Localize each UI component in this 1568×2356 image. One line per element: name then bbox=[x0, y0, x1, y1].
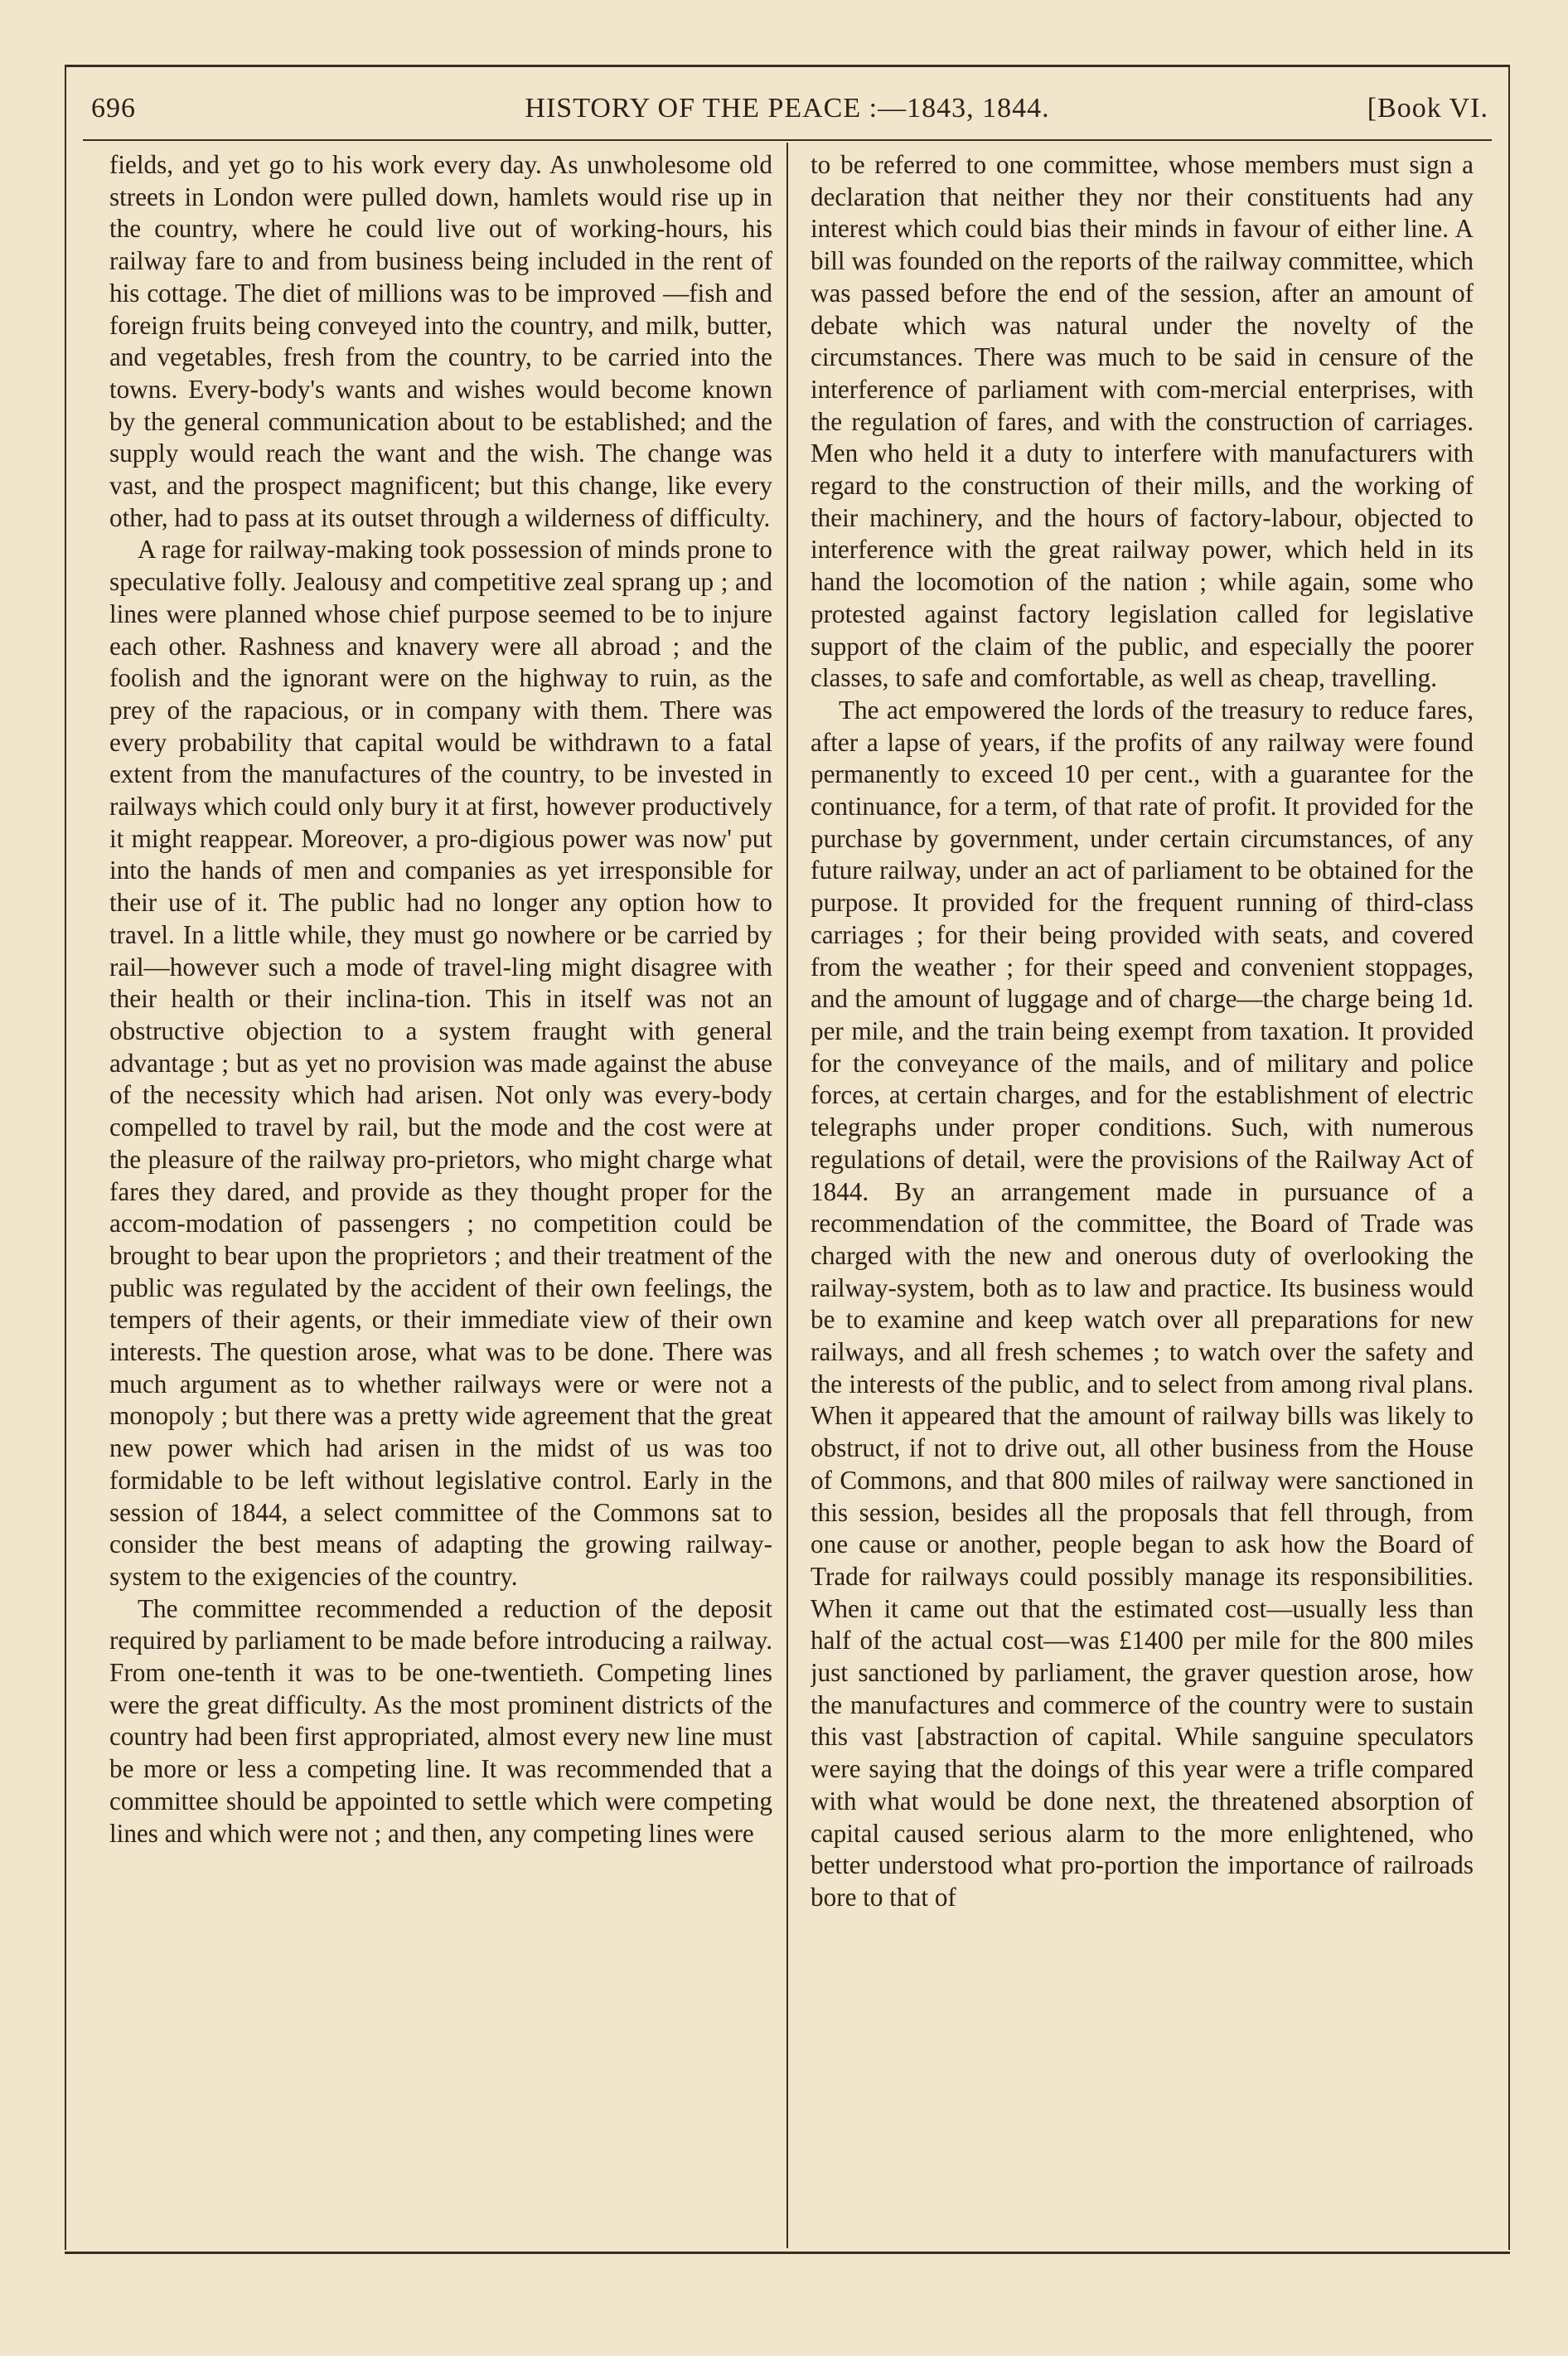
frame-left-rule bbox=[65, 65, 66, 2250]
paragraph: to be referred to one committee, whose members must sign a declaration that neither they nor their constituents had any interest which could bias their minds in favour of either line. A bill was founded on the reports of the railway committee, which was passed before the end of the session, after an amount of debate which was natural under the novelty of the circumstances. There was much to be said in censure of the interference of parliament with com-mercial enterprises, with the regulation of fares, and with the construction of carriages. Men who held it a duty to interfere with manufacturers with regard to the construction of their mills, and the working of their machinery, and the hours of factory-labour, objected to interference with the great railway power, which held in its hand the locomotion of the nation ; while again, some who protested against factory legislation called for legislative support of the claim of the public, and especially the poorer classes, to safe and comfortable, as well as cheap, travelling. bbox=[811, 150, 1474, 693]
frame-top-rule bbox=[65, 65, 1510, 67]
column-divider bbox=[786, 143, 788, 2248]
header-rule bbox=[83, 139, 1492, 141]
paragraph: fields, and yet go to his work every day. As unwholesome old streets in London were pulled down, hamlets would rise up in the country, where he could live out of working-hours, his railway fare to and from business being included in the rent of his cottage. The diet of millions was to be improved —fish and foreign fruits being conveyed into the country, and milk, butter, and vegetables, fresh from the country, to be carried into the towns. Every-body's wants and wishes would become known by the general communication about to be established; and the supply would reach the want and the wish. The change was vast, and the prospect magnificent; but this change, like every other, had to pass at its outset through a wilderness of difficulty. bbox=[109, 150, 772, 532]
paragraph: The committee recommended a reduction of the deposit required by parliament to be made before introducing a railway. From one-tenth it was to be one-twentieth. Competing lines were the great difficulty. As the most prominent districts of the country had been first appropriated, almost every new line must be more or less a competing line. It was recommended that a committee should be appointed to settle which were competing lines and which were not ; and then, any competing lines were bbox=[109, 1593, 772, 1848]
paragraph: A rage for railway-making took possession of minds prone to speculative folly. Jealousy and competitive zeal sprang up ; and lines were planned whose chief purpose seemed to be to injure each other. Rashness and knavery were all abroad ; and the foolish and the ignorant were on the highway to ruin, as the prey of the rapacious, or in company with them. There was every probability that capital would be withdrawn to a fatal extent from the manufactures of the country, to be invested in railways which could only bury it at first, however productively it might reappear. Moreover, a pro-digious power was now' put into the hands of men and companies as yet irresponsible for their use of it. The public had no longer any option how to travel. In a little while, they must go nowhere or be carried by rail—however such a mode of travel-ling might disagree with their health or their inclina-tion. This in itself was not an obstructive objection to a system fraught with general advantage ; but as yet no provision was made against the abuse of the necessity which had arisen. Not only was every-body compelled to travel by rail, but the mode and the cost were at the pleasure of the railway pro-prietors, who might charge what fares they dared, and provide as they thought proper for the accom-modation of passengers ; no competition could be brought to bear upon the proprietors ; and their treatment of the public was regulated by the accident of their own feelings, the tempers of their agents, or their immediate view of their own interests. The question arose, what was to be done. There was much argument as to whether railways were or were not a monopoly ; but there was a pretty wide agreement that the great new power which had arisen in the midst of us was too formidable to be left without legislative control. Early in the session of 1844, a select committee of the Commons sat to consider the best means of adapting the growing railway-system to the exigencies of the country. bbox=[109, 535, 772, 1591]
running-title: HISTORY OF THE PEACE :—1843, 1844. bbox=[525, 93, 1050, 124]
paragraph: The act empowered the lords of the treasury to reduce fares, after a lapse of years, if the profits of any railway were found permanently to exceed 10 per cent., with a guarantee for the continuance, for a term, of that rate of profit. It provided for the purchase by government, under certain circumstances, of any future railway, under an act of parliament to be obtained for the purpose. It provided for the frequent running of third-class carriages ; for their being provided with seats, and covered from the weather ; for their speed and convenient stoppages, and the amount of luggage and of charge—the charge being 1d. per mile, and the train being exempt from taxation. It provided for the conveyance of the mails, and of military and police forces, at certain charges, and for the establishment of electric telegraphs under proper conditions. Such, with numerous regulations of detail, were the provisions of the Railway Act of 1844. By an arrangement made in pursuance of a recommendation of the committee, the Board of Trade was charged with the new and onerous duty of overlooking the railway-system, both as to law and practice. Its business would be to examine and keep watch over all preparations for new railways, and all fresh schemes ; to watch over the safety and the interests of the public, and to select from among rival plans. When it appeared that the amount of railway bills was likely to obstruct, if not to drive out, all other business from the House of Commons, and that 800 miles of railway were sanctioned in this session, besides all the proposals that fell through, from one cause or another, people began to ask how the Board of Trade for railways could possibly manage its responsibilities. When it came out that the estimated cost—usually less than half of the actual cost—was £1400 per mile for the 800 miles just sanctioned by parliament, the graver question arose, how the manufactures and commerce of the country were to sustain this vast [abstraction of capital. While sanguine speculators were saying that the doings of this year were a trifle compared with what would be done next, the threatened absorption of capital caused serious alarm to the more enlightened, who better understood what pro-portion the importance of railroads bore to that of bbox=[811, 695, 1474, 1912]
running-header bbox=[83, 83, 1492, 133]
right-column bbox=[811, 149, 1474, 2247]
frame-right-rule bbox=[1508, 65, 1510, 2250]
left-column bbox=[109, 149, 772, 2247]
bottom-rule bbox=[65, 2252, 1510, 2254]
book-label: [Book VI. bbox=[1367, 93, 1488, 124]
page-number: 696 bbox=[91, 93, 136, 124]
